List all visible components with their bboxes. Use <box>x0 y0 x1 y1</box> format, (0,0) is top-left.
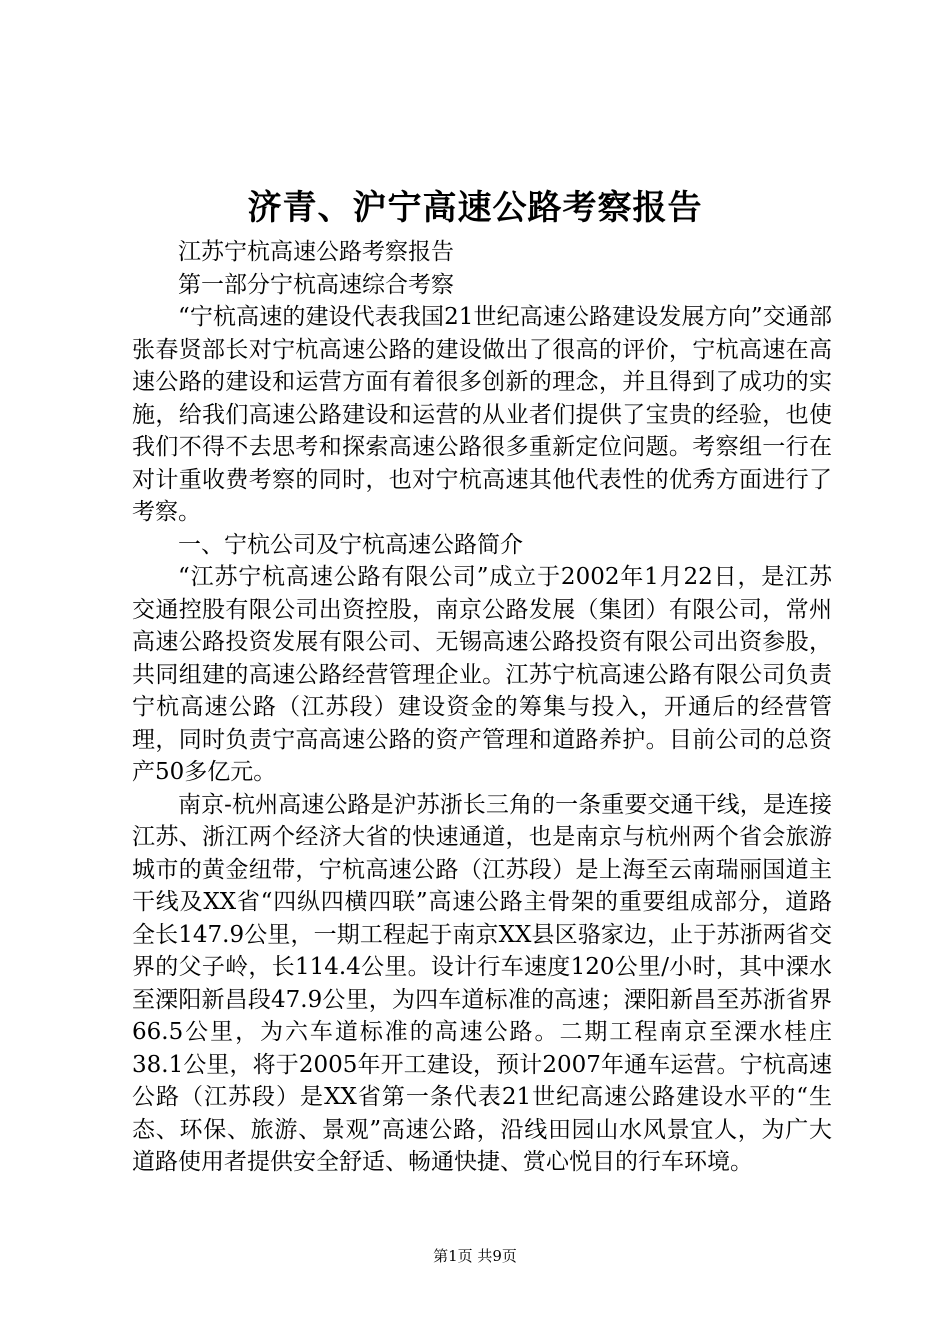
paragraph-part-heading: 第一部分宁杭高速综合考察 <box>178 271 454 298</box>
document-title: 济青、沪宁高速公路考察报告 <box>247 188 703 228</box>
paragraph-company-overview: “江苏宁杭高速公路有限公司”成立于2002年1月22日，是江苏交通控股有限公司出资控股，南京公路发展（集团）有限公司，常州高速公路投资发展有限公司、无锡高速公路投资有限公司出资参股，共同组建的高速公路经营管理企业。江苏宁杭高速公路有限公司负责宁杭高速公路（江苏段）建设资金的筹集与投入，开通后的经营管理，同时负责宁高高速公路的资产管理和道路养护。目前公司的总资产50多亿元。 <box>132 564 832 785</box>
document-body <box>132 236 832 1179</box>
paragraph-intro: “宁杭高速的建设代表我国21世纪高速公路建设发展方向”交通部张春贤部长对宁杭高速公路的建设做出了很高的评价，宁杭高速在高速公路的建设和运营方面有着很多创新的理念，并且得到了成功的实施，给我们高速公路建设和运营的从业者们提供了宝贵的经验，也使我们不得不去思考和探索高速公路很多重新定位问题。考察组一行在对计重收费考察的同时，也对宁杭高速其他代表性的优秀方面进行了考察。 <box>132 304 832 525</box>
page-footer: 第1页 共9页 <box>433 1247 517 1265</box>
paragraph-section-heading: 一、宁杭公司及宁杭高速公路简介 <box>178 531 523 558</box>
paragraph-subtitle: 江苏宁杭高速公路考察报告 <box>178 239 454 265</box>
paragraph-highway-overview: 南京-杭州高速公路是沪苏浙长三角的一条重要交通干线，是连接江苏、浙江两个经济大省的快速通道，也是南京与杭州两个省会旅游城市的黄金纽带，宁杭高速公路（江苏段）是上海至云南瑞丽国道主干线及XX省“四纵四横四联”高速公路主骨架的重要组成部分，道路全长147.9公里，一期工程起于南京XX县区骆家边，止于苏浙两省交界的父子岭，长114.4公里。设计行车速度120公里/小时，其中溧水至溧阳新昌段47.9公里，为四车道标准的高速；溧阳新昌至苏浙省界66.5公里，为六车道标准的高速公路。二期工程南京至溧水桂庄38.1公里，将于2005年开工建设，预计2007年通车运营。宁杭高速公路（江苏段）是XX省第一条代表21世纪高速公路建设水平的“生态、环保、旅游、景观”高速公路，沿线田园山水风景宜人，为广大道路使用者提供安全舒适、畅通快捷、赏心悦目的行车环境。 <box>132 791 832 1175</box>
